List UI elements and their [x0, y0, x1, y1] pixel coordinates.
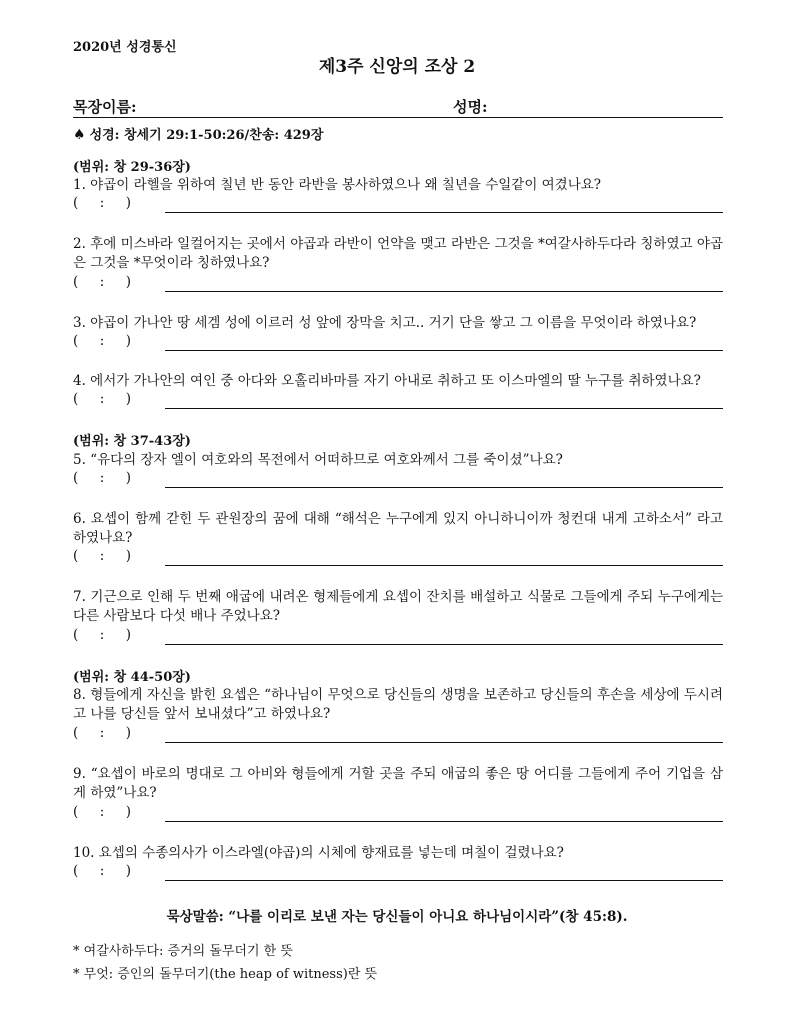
footnote-1: * 여갈사하두다: 증거의 돌무더기 한 뜻 — [73, 944, 293, 959]
bible-reading-line — [73, 124, 323, 143]
question-text: 7. 기근으로 인해 두 번째 애굽에 내려온 형제들에게 요셉이 잔치를 배설하고 식물로 그들에게 주되 누구에게는 다른 사람보다 다섯 배나 주었나요? — [73, 589, 723, 624]
page-title: 제3주 신앙의 조상 2 — [318, 57, 476, 77]
answer-row-9[interactable] — [73, 804, 723, 822]
answer-row-10[interactable] — [73, 863, 723, 881]
verse-reference-blank[interactable]: ( : ) — [73, 195, 131, 211]
question-text: 1. 야곱이 라헬을 위하여 칠년 반 동안 라반을 봉사하였으나 왜 칠년을 수일같이 여겼나요? — [73, 177, 602, 193]
answer-line[interactable] — [165, 291, 723, 292]
question-5 — [73, 451, 723, 470]
question-7 — [73, 588, 723, 626]
answer-line[interactable] — [165, 742, 723, 743]
question-text: 6. 요셉이 함께 갇힌 두 관원장의 꿈에 대해 “해석은 누구에게 있지 아니하니이까 청컨대 내게 고하소서” 라고 하였나요? — [73, 511, 723, 546]
question-3 — [73, 314, 723, 333]
section-range-1: (범위: 창 29-36장) — [73, 160, 191, 175]
answer-line[interactable] — [165, 880, 723, 881]
church-group-label: 목장이름: — [73, 98, 137, 116]
answer-line[interactable] — [165, 821, 723, 822]
answer-row-2[interactable] — [73, 274, 723, 292]
question-2 — [73, 235, 723, 273]
answer-line[interactable] — [165, 644, 723, 645]
name-field-row[interactable] — [73, 95, 723, 118]
section-range-2: (범위: 창 37-43장) — [73, 434, 191, 449]
verse-reference-blank[interactable]: ( : ) — [73, 470, 131, 486]
answer-row-4[interactable] — [73, 391, 723, 409]
bible-reading-text: 성경: 창세기 29:1-50:26/찬송: 429장 — [89, 128, 324, 143]
question-text: 4. 에서가 가나안의 여인 중 아다와 오홀리바마를 자기 아내로 취하고 또 이스마엘의 딸 누구를 취하였나요? — [73, 373, 701, 389]
question-text: 3. 야곱이 가나안 땅 세겜 성에 이르러 성 앞에 장막을 치고.. 거기 단을 쌓고 그 이름을 무엇이라 하였나요? — [73, 315, 697, 331]
answer-line[interactable] — [165, 487, 723, 488]
answer-row-3[interactable] — [73, 333, 723, 351]
question-9 — [73, 765, 723, 803]
question-8 — [73, 686, 723, 724]
answer-line[interactable] — [165, 565, 723, 566]
question-text: 8. 형들에게 자신을 밝힌 요셉은 “하나님이 무엇으로 당신들의 생명을 보존하고 당신들의 후손을 세상에 두시려고 나를 당신들 앞서 보내셨다”고 하였나요? — [73, 687, 723, 722]
question-6 — [73, 510, 723, 548]
verse-reference-blank[interactable]: ( : ) — [73, 804, 131, 820]
section-range-3: (범위: 창 44-50장) — [73, 670, 191, 685]
answer-line[interactable] — [165, 408, 723, 409]
person-name-label: 성명: — [453, 98, 488, 116]
verse-reference-blank[interactable]: ( : ) — [73, 627, 131, 643]
verse-reference-blank[interactable]: ( : ) — [73, 863, 131, 879]
verse-reference-blank[interactable]: ( : ) — [73, 333, 131, 349]
spade-icon: ♠ — [73, 127, 86, 143]
answer-row-7[interactable] — [73, 627, 723, 645]
verse-reference-blank[interactable]: ( : ) — [73, 548, 131, 564]
question-1 — [73, 176, 723, 195]
footnote-2: * 무엇: 증인의 돌무더기(the heap of witness)란 뜻 — [73, 967, 378, 982]
question-text: 10. 요셉의 수종의사가 이스라엘(야곱)의 시체에 향재료를 넣는데 며칠이 걸렸나요? — [73, 845, 564, 861]
answer-row-5[interactable] — [73, 470, 723, 488]
verse-reference-blank[interactable]: ( : ) — [73, 391, 131, 407]
question-text: 2. 후에 미스바라 일컬어지는 곳에서 야곱과 라반이 언약을 맺고 라반은 그것을 *여갈사하두다라 칭하였고 야곱은 그것을 *무엇이라 칭하였나요? — [73, 236, 723, 271]
verse-reference-blank[interactable]: ( : ) — [73, 274, 131, 290]
memory-verse: 묵상말씀: “나를 이리로 보낸 자는 당신들이 아니요 하나님이시라”(창 45:8). — [166, 909, 628, 925]
question-10 — [73, 844, 723, 863]
question-text: 5. “유다의 장자 엘이 여호와의 목전에서 어떠하므로 여호와께서 그를 죽이셨”나요? — [73, 452, 563, 468]
answer-row-6[interactable] — [73, 548, 723, 566]
question-text: 9. “요셉이 바로의 명대로 그 아비와 형들에게 거할 곳을 주되 애굽의 좋은 땅 어디를 그들에게 주어 기업을 삼게 하였”나요? — [73, 766, 723, 801]
question-4 — [73, 372, 723, 391]
verse-reference-blank[interactable]: ( : ) — [73, 725, 131, 741]
answer-row-8[interactable] — [73, 725, 723, 743]
series-label: 2020년 성경통신 — [73, 40, 177, 55]
answer-line[interactable] — [165, 350, 723, 351]
answer-row-1[interactable] — [73, 195, 723, 213]
answer-line[interactable] — [165, 212, 723, 213]
